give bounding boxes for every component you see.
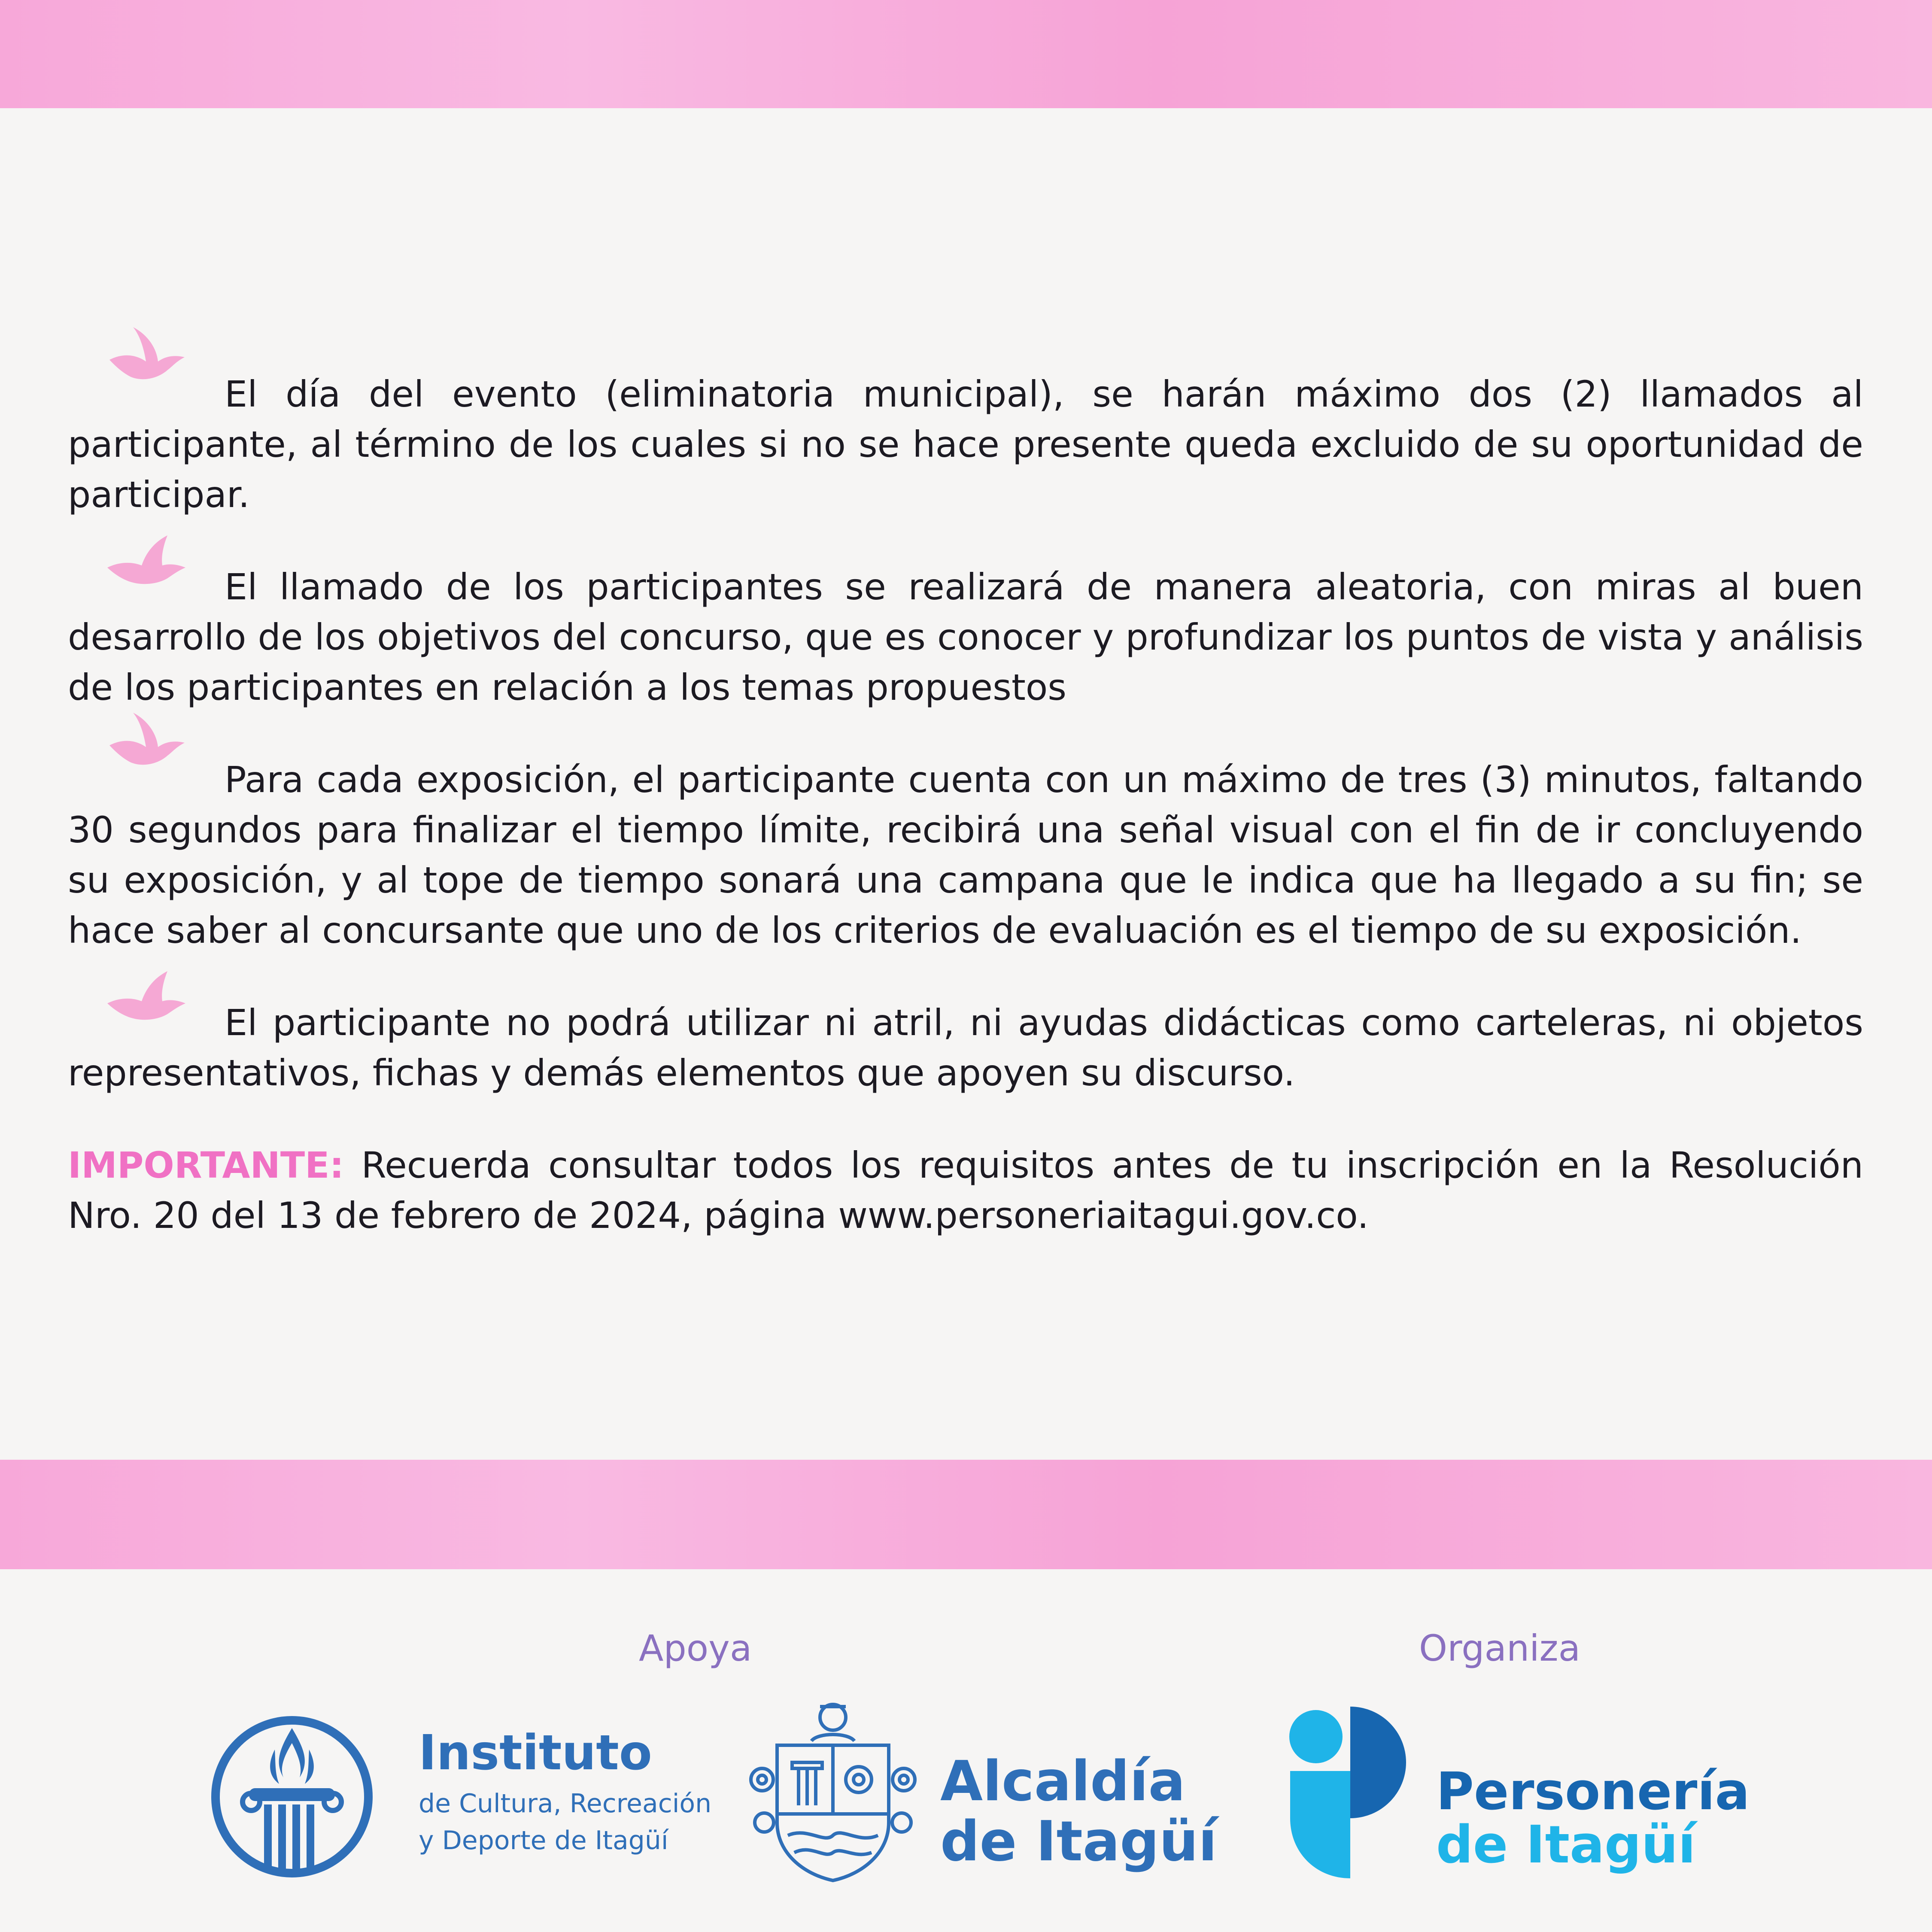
dove-icon [103,708,189,776]
important-label: IMPORTANTE: [68,1144,344,1186]
alcaldia-name-line2: de Itagüí [940,1810,1217,1874]
alcaldia-name-line1: Alcaldía [940,1750,1185,1814]
rule-text-4: El participante no podrá utilizar ni atril, ni ayudas didácticas como carteleras, ni objetos representativos, fichas y demás elementos que apoyen su discurso. [68,1002,1863,1094]
organiza-label: Organiza [1419,1627,1581,1669]
instituto-subtitle-1: de Cultura, Recreación [419,1789,712,1819]
rule-paragraph-1 [68,369,1863,520]
rule-text-1: El día del evento (eliminatoria municipal), se harán máximo dos (2) llamados al participante, al término de los cuales si no se hace presente queda excluido de su oportunidad de participar. [68,373,1863,516]
rule-paragraph-4 [68,998,1863,1098]
personeria-logo [1286,1707,1415,1878]
rule-text-3: Para cada exposición, el participante cuenta con un máximo de tres (3) minutos, faltando 30 segundos para finalizar el tiempo límite, recibirá una señal visual con el fin de ir concluyendo su exposición, y al tope de tiempo sonará una campana que le indica que ha llegado a su fin; se hace saber al concursante que uno de los criterios de evaluación es el tiempo de su exposición. [68,759,1863,951]
instituto-logo [210,1702,374,1883]
top-pink-band [0,0,1932,108]
instituto-title: Instituto [419,1725,652,1781]
alcaldia-logo [747,1698,919,1887]
personeria-name-line2: de Itagüí [1436,1815,1696,1875]
bottom-pink-band [0,1460,1932,1569]
dove-icon [103,322,189,391]
important-paragraph [68,1140,1863,1241]
important-text: Recuerda consultar todos los requisitos antes de tu inscripción en la Resolución Nro. 20 del 13 de febrero de 2024, página www.personeriaitagui.gov.co. [68,1144,1863,1236]
dove-icon [103,958,189,1027]
personeria-i-icon [1286,1707,1415,1878]
apoya-label: Apoya [639,1627,752,1669]
rules-content [68,369,1863,1283]
flame-column-icon [210,1702,374,1883]
personeria-name-line1: Personería [1436,1762,1750,1822]
rule-paragraph-3 [68,755,1863,956]
dove-icon [103,522,189,591]
rule-paragraph-2 [68,562,1863,713]
coat-of-arms-icon [747,1698,919,1887]
rule-text-2: El llamado de los participantes se realizará de manera aleatoria, con miras al buen desarrollo de los objetivos del concurso, que es conocer y profundizar los puntos de vista y análisis de los participantes en relación a los temas propuestos [68,566,1863,708]
instituto-subtitle-2: y Deporte de Itagüí [419,1826,668,1856]
